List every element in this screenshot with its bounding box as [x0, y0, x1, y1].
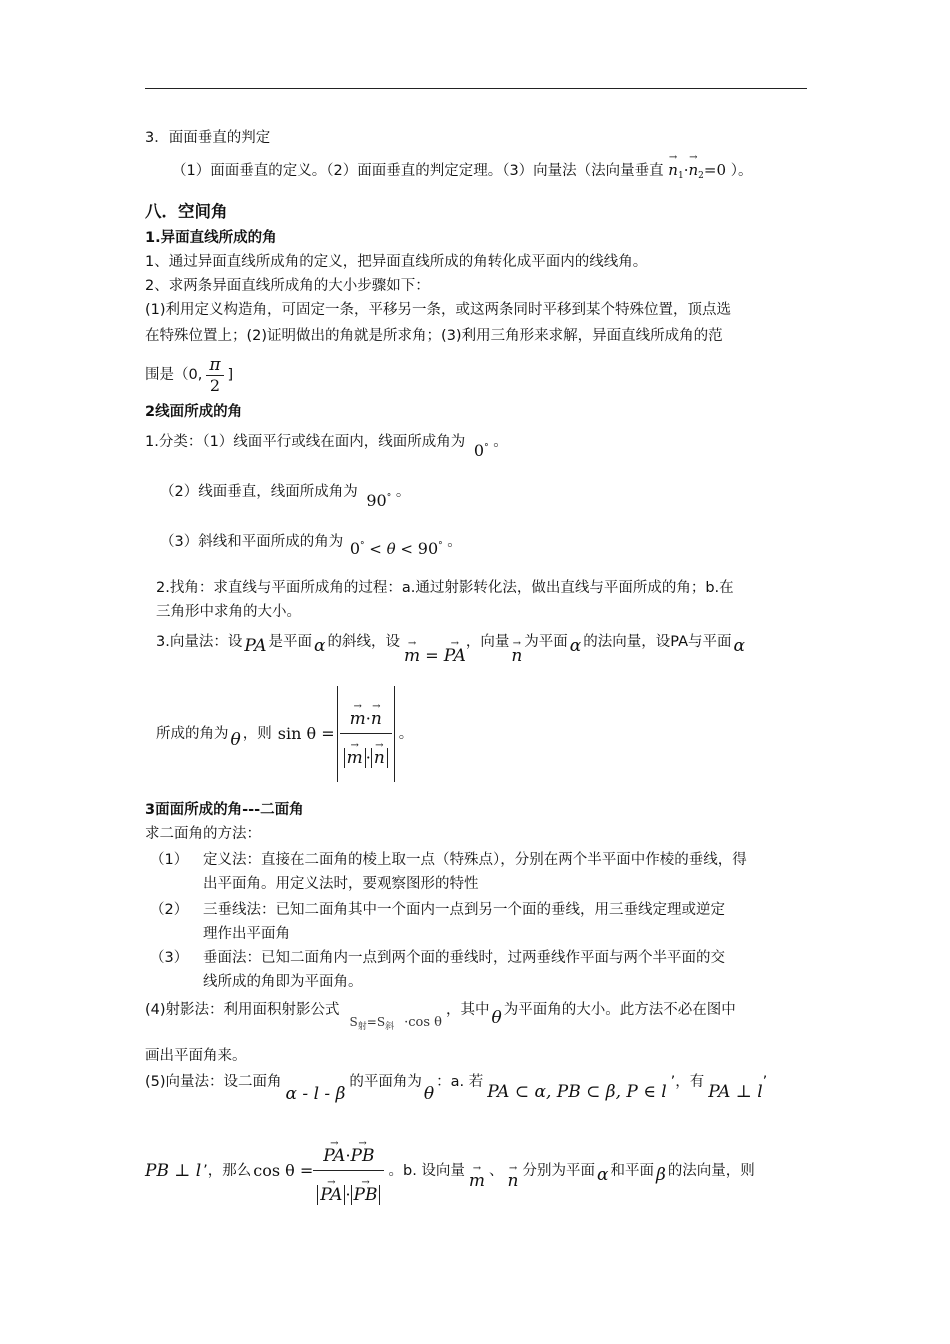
normal-perp-formula: → $n_1\cdot\to n_2=0$ [668, 161, 731, 179]
method1-line2: 出平面角。用定义法时，要观察图形的特性 [203, 876, 479, 892]
sub1-p2: 2、求两条异面直线所成角的大小步骤如下： [145, 278, 430, 294]
sub2-vector-line: 3.向量法：设 PA 是平面 α 的斜线，设 → m = → PA ，向量 → n 为平面 α 的法向量，设PA与平面 α [156, 632, 745, 664]
section-heading: 八．空间角 [145, 202, 228, 221]
s3-heading: 3．面面垂直的判定 [145, 130, 271, 146]
sub2-c1: 1.分类：（1）线面平行或线在面内，线面所成角为 0° 。 [145, 434, 508, 460]
abs-bars [337, 686, 395, 782]
s3-line: （1）面面垂直的定义。（2）面面垂直的判定定理。（3）向量法（法向量垂直 → $n_1\cdot\to n_2=0$ ）。 [172, 160, 753, 186]
oblique-angle-range: 0° < θ < 90° [349, 539, 443, 558]
zero-angle: 0° [473, 441, 489, 460]
sub1-p1: 1、通过异面直线所成角的定义，把异面直线所成的角转化成平面内的线线角。 [145, 254, 648, 270]
sub2-find2: 三角形中求角的大小。 [156, 604, 301, 620]
m-equals-pa: → m = → PA [404, 646, 466, 666]
method4-line1: (4)射影法：利用面积射影公式 $S_射=S_斜 \cdot\cos$ θ ，其中 θ 为平面角的大小。此方法不必在图中 [145, 1000, 736, 1030]
sub2-title: 2线面所成的角 [145, 404, 243, 420]
method2-number: （2） [150, 902, 189, 918]
sub1-title: 1.异面直线所成的角 [145, 230, 277, 246]
sub1-p3a: (1)利用定义构造角，可固定一条，平移另一条，或这两条同时平移到某个特殊位置，顶点选 [145, 302, 732, 318]
cos-fraction: → PA·→ PB → PA ·→ PB [313, 1136, 384, 1207]
sub3-intro: 求二面角的方法： [145, 826, 261, 842]
sub2-find1: 2.找角：求直线与平面所成角的过程：a.通过射影转化法，做出直线与平面所成的角；b.在 [156, 580, 734, 596]
method4-line2: 画出平面角来。 [145, 1048, 247, 1064]
method1-number: （1） [150, 852, 189, 868]
sub1-p3b: 在特殊位置上；(2)证明做出的角就是所求角；(3)利用三角形来求解，异面直线所成角的范 [145, 328, 723, 344]
method3-line1: 垂面法：已知二面角内一点到两个面的垂线时，过两垂线作平面与两个半平面的交 [203, 950, 725, 966]
sub2-c3: （3）斜线和平面所成的角为 0° < θ < 90° 。 [160, 534, 462, 558]
sub2-c2: （2）线面垂直，线面所成角为 90° 。 [160, 484, 411, 510]
pi-over-2: $\frac{\pi}{2}$ [206, 355, 223, 396]
sub2-sin-formula: 所成的角为 θ ，则 sin θ = → m·→ n → m ·→ n 。 [156, 686, 413, 782]
method5-line2: PB ⊥ l ’ ，那么 cos θ = → PA·→ PB → PA ·→ PB 。b. 设向量 → m 、 → n 分别为平面 α 和平面 β 的法向量，则 [145, 1128, 755, 1214]
ninety-angle: 90° [366, 491, 392, 510]
method5-line1: (5)向量法：设二面角 α - l - β 的平面角为 θ ：a. 若 PA ⊂ α, PB ⊂ β, P ∈ l ’ ，有 PA ⊥ l ’ [145, 1074, 768, 1104]
sub3-title: 3面面所成的角---二面角 [145, 802, 304, 818]
projection-formula: $S_射=S_斜 \cdot\cos$ θ [349, 1015, 442, 1032]
method2-line2: 理作出平面角 [203, 926, 290, 942]
header-rule [145, 88, 807, 89]
method3-number: （3） [150, 950, 189, 966]
method2-line1: 三垂线法：已知二面角其中一个面内一点到另一个面的垂线，用三垂线定理或逆定 [203, 902, 725, 918]
sub1-p3c: 围是（0, $\frac{\pi}{2}$ ] [145, 354, 234, 395]
method3-line2: 线所成的角即为平面角。 [203, 974, 363, 990]
method1-line1: 定义法：直接在二面角的棱上取一点（特殊点），分别在两个半平面中作棱的垂线，得 [203, 852, 747, 868]
sin-fraction: → m·→ n → m ·→ n [340, 699, 392, 770]
